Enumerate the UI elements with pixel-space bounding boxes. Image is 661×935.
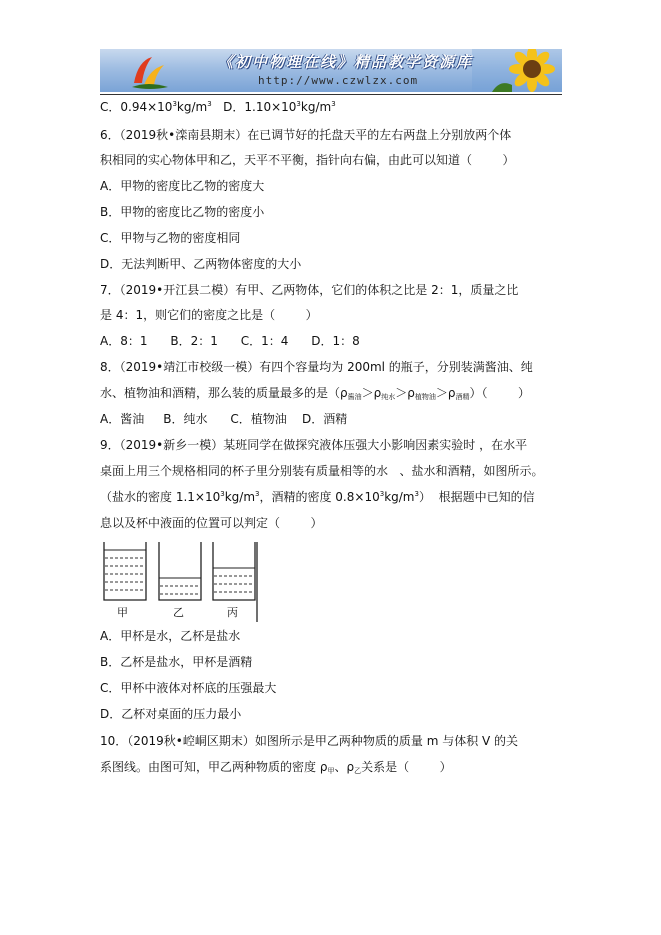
- q7-stem-line2: 是 4：1，则它们的密度之比是（ ）: [100, 308, 318, 322]
- q6-stem-line2: 积相同的实心物体甲和乙，天平不平衡，指针向右偏，由此可以知道（ ）: [100, 153, 515, 167]
- q9-option-c: C．甲杯中液体对杯底的压强最大: [100, 681, 277, 695]
- q9-stem-line4: 息以及杯中液面的位置可以判定（ ）: [100, 516, 323, 530]
- q6-option-b: B．甲物的密度比乙物的密度小: [100, 205, 265, 219]
- logo-icon: [128, 53, 172, 91]
- header-rule: [100, 94, 562, 95]
- q9-option-a: A．甲杯是水，乙杯是盐水: [100, 629, 241, 643]
- q7-stem-line1: 7．（2019•开江县二模）有甲、乙两物体，它们的体积之比是 2：1，质量之比: [100, 283, 519, 297]
- sunflower-icon: [472, 49, 562, 92]
- cup-label-bing: 丙: [227, 606, 238, 619]
- q5-options-cd: C．$0.94\times 10^3kg/m^3$ D．$1.10\times 10^3kg/m^3$: [100, 100, 336, 114]
- header-banner: [100, 49, 562, 92]
- q10-stem-line2: 系图线。由图可知，甲乙两种物质的密度 $\rho_甲$、$\rho_乙$关系是（ ）: [100, 760, 452, 775]
- q9-stem-line2: 桌面上用三个规格相同的杯子里分别装有质量相等的水 、盐水和酒精，如图所示。: [100, 464, 544, 478]
- q9-option-d: D．乙杯对桌面的压力最小: [100, 707, 242, 721]
- q10-stem-line1: 10．（2019秋•崆峒区期末）如图所示是甲乙两种物质的质量 m 与体积 V 的关: [100, 734, 519, 748]
- banner-url: http://www.czwlzx.com: [258, 74, 419, 87]
- q8-options: A．酱油 B．纯水 C．植物油 D．酒精: [100, 412, 348, 426]
- cup-label-yi: 乙: [173, 606, 184, 619]
- three-cups-figure: [99, 538, 259, 624]
- q6-option-a: A．甲物的密度比乙物的密度大: [100, 179, 265, 193]
- q6-stem-line1: 6．（2019秋•滦南县期末）在已调节好的托盘天平的左右两盘上分别放两个体: [100, 128, 512, 142]
- q9-stem-line3: （盐水的密度 $1.1\times 10^3kg/m^3$，酒精的密度 $0.8\times 10^3kg/m^3$） 根据题中已知的信: [100, 490, 535, 504]
- q6-option-c: C．甲物与乙物的密度相同: [100, 231, 241, 245]
- q8-stem-line2: 水、植物油和酒精，那么装的质量最多的是$(\rho_{酱油}>\rho_{纯水}>\rho_{植物油}>\rho_{酒精})$（ ）: [100, 386, 531, 401]
- q8-stem-line1: 8．（2019•靖江市校级一模）有四个容量均为 200ml 的瓶子，分别装满酱油、纯: [100, 360, 533, 374]
- banner-title: 《初中物理在线》精品教学资源库: [218, 53, 474, 71]
- q7-options: A．8：1 B．2：1 C．1：4 D．1：8: [100, 334, 360, 348]
- q9-option-b: B．乙杯是盐水，甲杯是酒精: [100, 655, 253, 669]
- q9-stem-line1: 9．（2019•新乡一模）某班同学在做探究液体压强大小影响因素实验时 ，在水平: [100, 438, 528, 452]
- q6-option-d: D．无法判断甲、乙两物体密度的大小: [100, 257, 302, 271]
- cup-label-jia: 甲: [117, 606, 128, 619]
